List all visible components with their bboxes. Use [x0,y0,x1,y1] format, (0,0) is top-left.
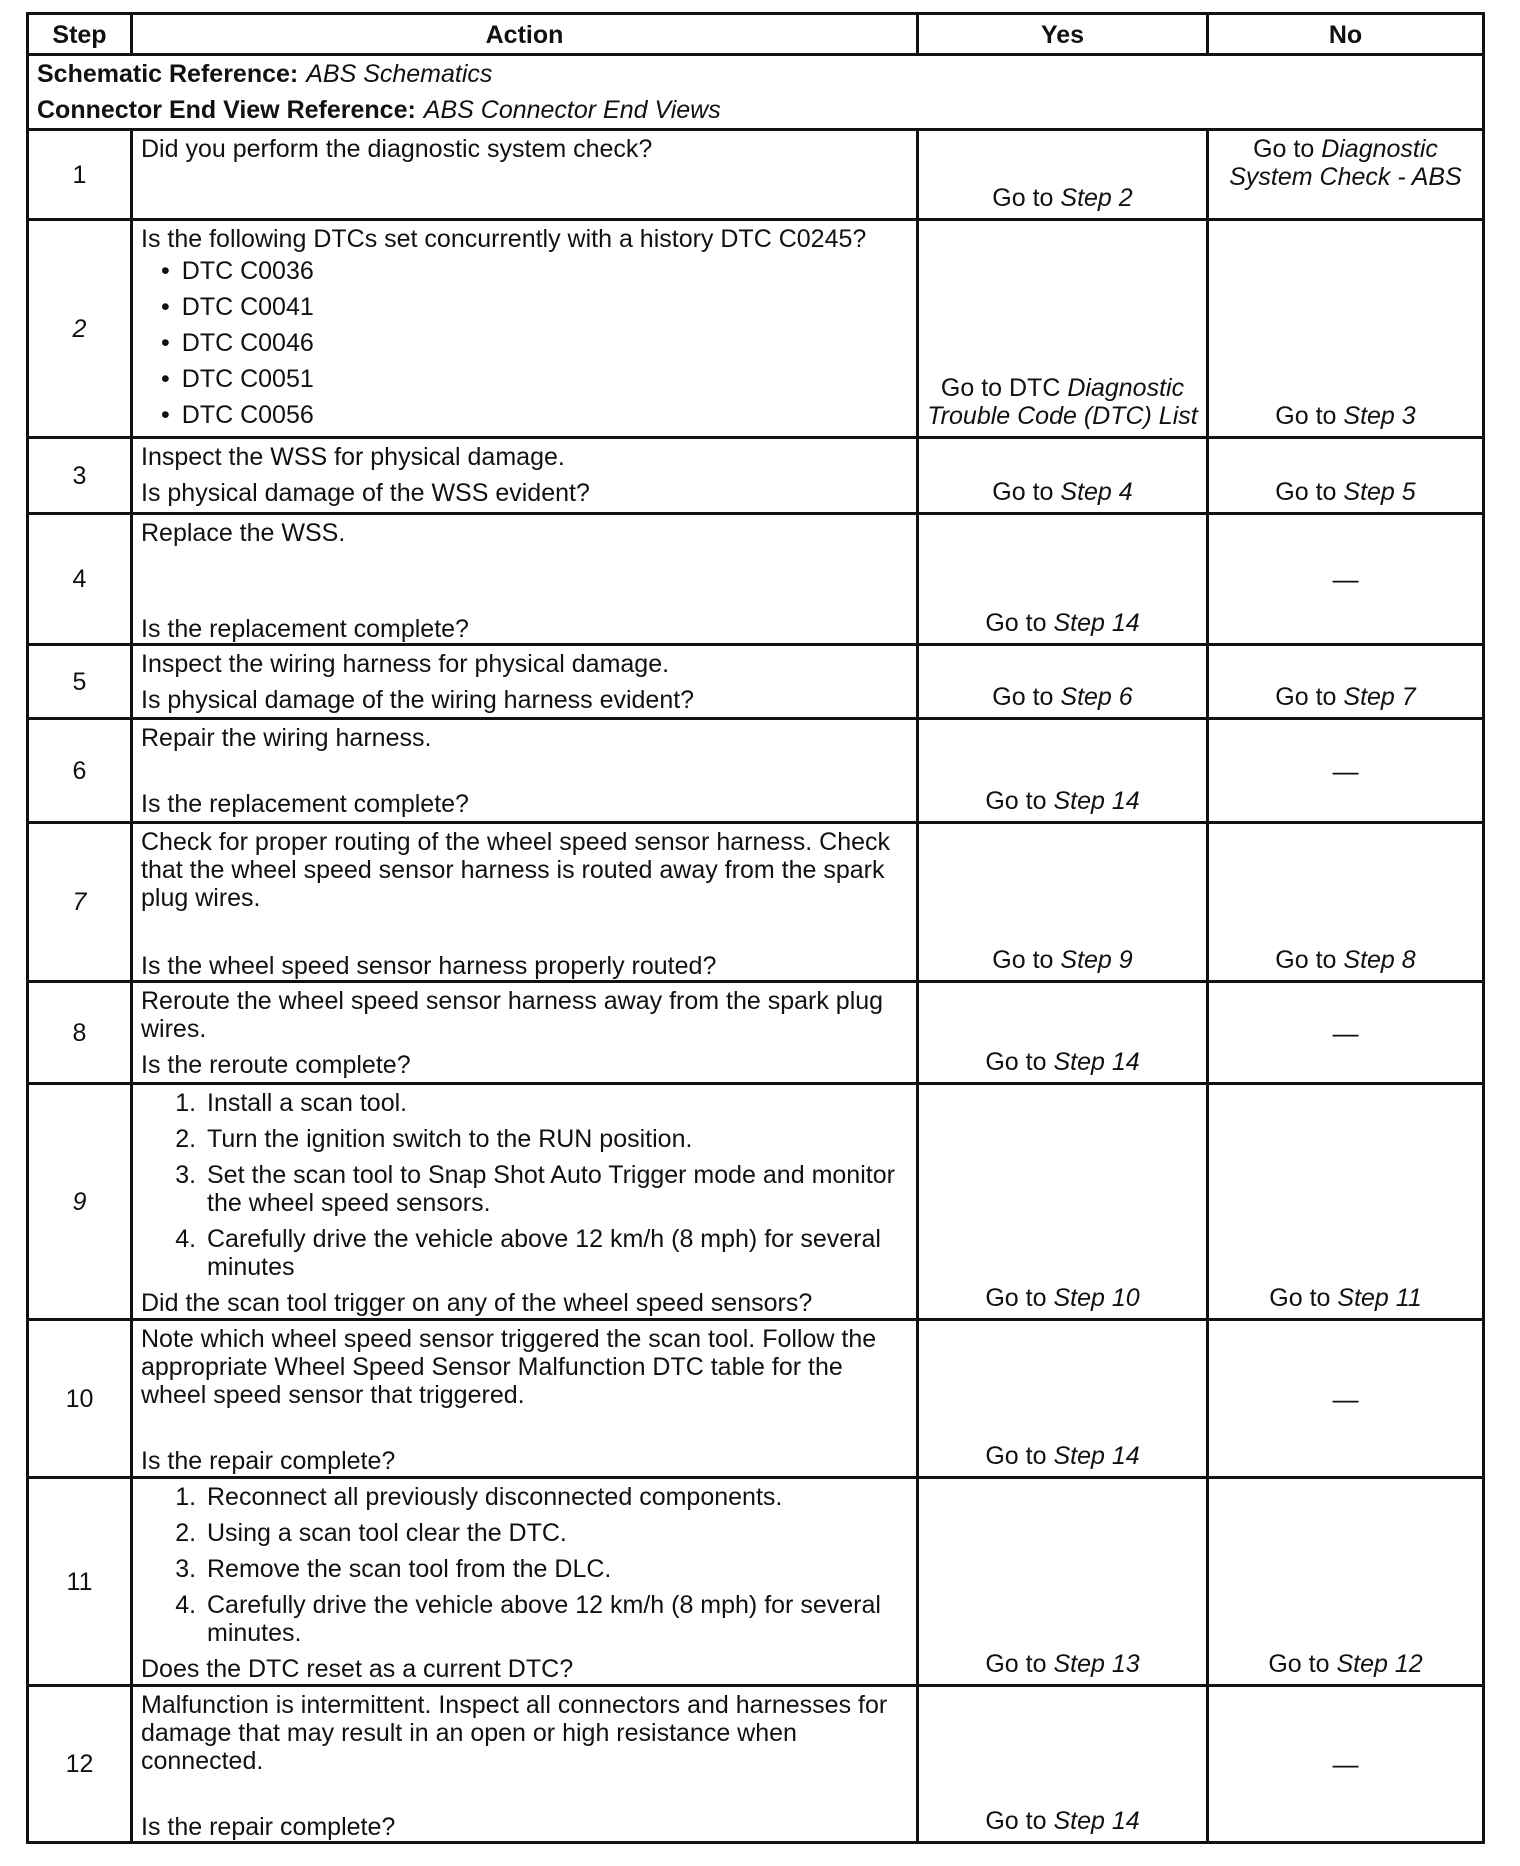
action-cell: Inspect the WSS for physical damage. Is physical damage of the WSS evident? [132,438,918,514]
no-cell: — [1208,982,1484,1084]
yes-cell[interactable]: Go to Step 14 [918,719,1208,823]
header-yes: Yes [918,14,1208,55]
step-number: 3 [28,438,132,514]
yes-cell[interactable]: Go to Step 14 [918,1686,1208,1843]
action-cell: Note which wheel speed sensor triggered the scan tool. Follow the appropriate Wheel Speed Sensor Malfunction DTC table for the wheel speed sensor that triggered. Is the repair complete? [132,1320,918,1478]
list-item: 3. Set the scan tool to Snap Shot Auto Trigger mode and monitor the wheel speed sensors. [203,1161,908,1217]
list-item: 3. Remove the scan tool from the DLC. [203,1555,908,1583]
step-number: 4 [28,514,132,645]
no-cell[interactable]: Go to Step 3 [1208,220,1484,438]
connector-reference: Connector End View Reference: ABS Connector End Views [37,96,721,124]
yes-cell[interactable]: Go to Step 14 [918,1320,1208,1478]
no-cell[interactable]: Go to Step 11 [1208,1084,1484,1320]
action-cell: Is the following DTCs set concurrently with a history DTC C0245? • DTC C0036 • DTC C0041 • DTC C0046 • DTC C0051 • DTC C0056 [132,220,918,438]
schematic-reference: Schematic Reference: ABS Schematics [37,60,493,88]
step-number: 7 [28,823,132,982]
connector-reference-link[interactable]: ABS Connector End Views [423,96,721,124]
list-item: 2. Turn the ignition switch to the RUN position. [203,1125,908,1153]
step-number: 1 [28,130,132,220]
step-number: 5 [28,645,132,719]
action-cell: Replace the WSS. Is the replacement complete? [132,514,918,645]
yes-cell[interactable]: Go to Step 10 [918,1084,1208,1320]
no-cell: — [1208,514,1484,645]
table-row [28,220,1484,438]
no-cell: — [1208,719,1484,823]
list-item: 1. Reconnect all previously disconnected components. [203,1483,908,1511]
no-cell: — [1208,1686,1484,1843]
list-item: 2. Using a scan tool clear the DTC. [203,1519,908,1547]
yes-cell[interactable]: Go to Step 6 [918,645,1208,719]
header-action: Action [132,14,918,55]
list-item: • DTC C0036 [141,253,908,289]
action-cell: 1. Reconnect all previously disconnected components. 2. Using a scan tool clear the DTC. 3. Remove the scan tool from the DLC. 4. Carefully drive the vehicle above 12 km/h (8 mph) for several minutes. Does the DTC reset as a current DTC? [132,1478,918,1686]
table-row [28,1478,1484,1686]
yes-cell[interactable]: Go to Step 14 [918,982,1208,1084]
table-row [28,1686,1484,1843]
no-cell[interactable]: Go to Step 7 [1208,645,1484,719]
action-cell: Reroute the wheel speed sensor harness away from the spark plug wires. Is the reroute complete? [132,982,918,1084]
table-row [28,1320,1484,1478]
step-number: 6 [28,719,132,823]
list-item: • DTC C0056 [141,397,908,433]
yes-cell[interactable]: Go to Step 2 [918,130,1208,220]
action-cell: 1. Install a scan tool. 2. Turn the ignition switch to the RUN position. 3. Set the scan tool to Snap Shot Auto Trigger mode and monitor the wheel speed sensors. 4. Carefully drive the vehicle above 12 km/h (8 mph) for several minutes Did the scan tool trigger on any of the wheel speed sensors? [132,1084,918,1320]
list-item: • DTC C0051 [141,361,908,397]
list-item: 4. Carefully drive the vehicle above 12 km/h (8 mph) for several minutes [203,1225,908,1281]
step-number: 12 [28,1686,132,1843]
no-cell[interactable]: Go to Step 12 [1208,1478,1484,1686]
references [28,55,1484,130]
table-row [28,823,1484,982]
no-cell: — [1208,1320,1484,1478]
table-row [28,719,1484,823]
header-step: Step [28,14,132,55]
yes-cell[interactable]: Go to Step 9 [918,823,1208,982]
yes-cell[interactable]: Go to DTC Diagnostic Trouble Code (DTC) List [918,220,1208,438]
list-item: • DTC C0046 [141,325,908,361]
action-cell: Repair the wiring harness. Is the replacement complete? [132,719,918,823]
no-cell[interactable]: Go to Diagnostic System Check - ABS [1208,130,1484,220]
yes-cell[interactable]: Go to Step 14 [918,514,1208,645]
step-number: 10 [28,1320,132,1478]
list-item: • DTC C0041 [141,289,908,325]
no-cell[interactable]: Go to Step 5 [1208,438,1484,514]
table-row [28,645,1484,719]
table-row [28,514,1484,645]
action-cell: Check for proper routing of the wheel speed sensor harness. Check that the wheel speed sensor harness is routed away from the spark plug wires. Is the wheel speed sensor harness properly routed? [132,823,918,982]
action-cell: Did you perform the diagnostic system check? [132,130,918,220]
table-row [28,982,1484,1084]
step-number: 2 [28,220,132,438]
no-cell[interactable]: Go to Step 8 [1208,823,1484,982]
step-number: 11 [28,1478,132,1686]
step-number: 9 [28,1084,132,1320]
action-cell: Inspect the wiring harness for physical damage. Is physical damage of the wiring harness evident? [132,645,918,719]
header-row [28,14,1484,55]
table-row [28,438,1484,514]
step-number: 8 [28,982,132,1084]
reference-row [28,55,1484,130]
schematic-reference-link[interactable]: ABS Schematics [306,60,493,88]
header-no: No [1208,14,1484,55]
table-row [28,130,1484,220]
yes-cell[interactable]: Go to Step 4 [918,438,1208,514]
table-row [28,1084,1484,1320]
yes-cell[interactable]: Go to Step 13 [918,1478,1208,1686]
diagnostic-table [26,12,1485,1844]
list-item: 1. Install a scan tool. [203,1089,908,1117]
list-item: 4. Carefully drive the vehicle above 12 km/h (8 mph) for several minutes. [203,1591,908,1647]
action-cell: Malfunction is intermittent. Inspect all connectors and harnesses for damage that may result in an open or high resistance when connected. Is the repair complete? [132,1686,918,1843]
